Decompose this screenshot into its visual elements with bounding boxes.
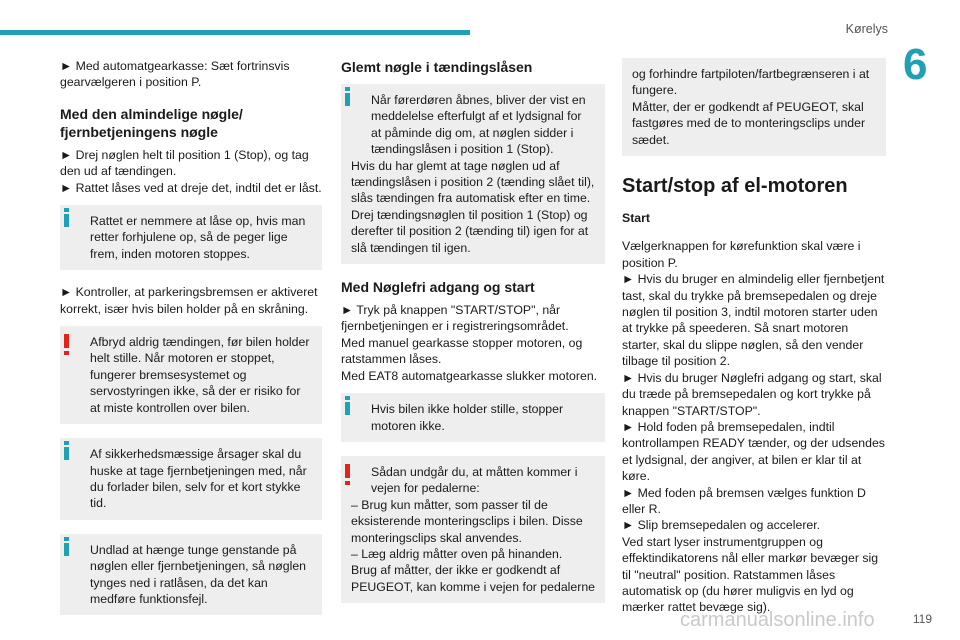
paragraph: ► Hold foden på bremsepedalen, indtil kontrollampen READY tænder, og der udsendes et lydsignal, der angiver, at bilen er klar til at køre. [622,419,885,484]
heading-start-stop: Start/stop af el-motoren [622,175,848,198]
warning-text: – Brug kun måtter, som passer til de eksisterende monteringsclips i bilen. Disse monteringsclips skal anvendes. [351,497,583,545]
info-box [341,84,605,264]
paragraph: ► Tryk på knappen "START/STOP", når fjernbetjeningen er i registreringsområdet. [341,303,569,334]
chapter-number: 6 [903,40,928,89]
info-box [60,205,322,270]
column-1 [60,58,322,629]
info-icon [64,447,69,460]
heading-normal-key: Med den almindelige nøgle/ fjernbetjeningens nøgle [60,105,243,140]
paragraph: ► Hvis du bruger Nøglefri adgang og start, skal du træde på bremsepedalen og kort trykke på knappen "START/STOP". [622,370,882,418]
warning-box-continued [622,58,886,156]
info-text: Undlad at hænge tunge genstande på nøglen eller fjernbetjeningen, så nøglen tynges ned i ratlåsen, da det kan medføre funktionsfejl. [90,542,307,606]
info-icon [64,543,69,556]
warning-text: og forhindre fartpiloten/fartbegrænseren i at fungere. [632,67,870,98]
paragraph: ► Slip bremsepedalen og accelerer. [622,518,821,533]
warning-icon [345,464,350,478]
info-text: Drej tændingsnøglen til position 1 (Stop) og derefter til position 2 (tænding til) igen for at slå tændingen til igen. [351,207,589,255]
info-text: Hvis du har glemt at tage nøglen ud af tændingslåsen i position 2 (tænding slået til), slås tændingen fra automatisk efter en time. [351,158,595,206]
paragraph: ► Kontroller, at parkeringsbremsen er aktiveret korrekt, især hvis bilen holder på en skråning. [60,285,318,316]
column-2 [341,58,605,617]
section-title: Kørelys [845,22,888,36]
info-box [60,534,322,616]
paragraph: Med EAT8 automatgearkasse slukker motoren. [341,368,598,383]
info-text: Hvis bilen ikke holder stille, stopper motoren ikke. [371,402,564,433]
info-text: Af sikkerhedsmæssige årsager skal du huske at tage fjernbetjeningen med, når du forlader bilen, selv for et kort stykke tid. [90,447,307,511]
warning-text: Måtter, der er godkendt af PEUGEOT, skal fastgøres med de to monteringsclips under sædet. [632,99,866,147]
paragraph: ► Med automatgearkasse: Sæt fortrinsvis gearvælgeren i position P. [60,59,290,90]
page-number: 119 [912,612,932,626]
paragraph: Med manuel gearkasse stopper motoren, og ratstammen låses. [341,335,583,367]
info-text: Når førerdøren åbnes, bliver der vist en meddelelse efterfulgt af et lydsignal for at påminde dig om, at nøglen sidder i tændingslåsen i position 1 (Stop). [371,93,586,157]
heading-forgotten-key: Glemt nøgle i tændingslåsen [341,59,533,75]
warning-text: Brug af måtter, der ikke er godkendt af PEUGEOT, kan komme i vejen for pedalerne [351,563,595,594]
info-icon [64,214,69,227]
paragraph: Vælgerknappen for kørefunktion skal være i position P. [622,239,861,270]
warning-box [341,456,605,603]
info-icon [345,402,350,415]
info-box [60,438,322,520]
warning-text: – Læg aldrig måtter oven på hinanden. [351,546,563,561]
paragraph: ► Rattet låses ved at dreje det, indtil det er låst. [60,180,322,195]
paragraph: ► Drej nøglen helt til position 1 (Stop), og tag den ud af tændingen. [60,147,309,179]
info-box [341,393,605,442]
warning-text: Afbryd aldrig tændingen, før bilen holder helt stille. Når motoren er stoppet, fungerer bremsesystemet og servostyringen ikke, så der er risiko for at miste kontrollen over bilen. [90,335,310,415]
watermark: carmanualsonline.info [680,609,875,631]
paragraph: Ved start lyser instrumentgruppen og effektindikatorens nål eller markør bevæger sig til "neutral" position. Ratstammen låses automatisk op (du hører muligvis en lyd og mærker rattet bevæge sig). [622,534,879,615]
heading-keyless: Med Nøglefri adgang og start [341,279,535,296]
info-text: Rattet er nemmere at låse op, hvis man retter forhjulene op, så de peger lige frem, inden motoren stoppes. [90,214,306,261]
paragraph: ► Med foden på bremsen vælges funktion D eller R. [622,485,866,516]
warning-text: Sådan undgår du, at måtten kommer i vejen for pedalerne: [371,464,578,496]
warning-icon [64,334,69,348]
info-icon [345,93,350,106]
warning-box [60,326,322,424]
paragraph: ► Hvis du bruger en almindelig eller fjernbetjent tast, skal du trykke på bremsepedalen og dreje nøglen til position 3, indtil motoren starter uden at trykke på speederen. Så snart motoren starter, skal du slippe nøglen, så den vender tilbage til position 2. [622,272,885,369]
heading-start: Start [622,211,651,226]
header-accent-bar [0,30,470,35]
column-3 [622,58,886,616]
